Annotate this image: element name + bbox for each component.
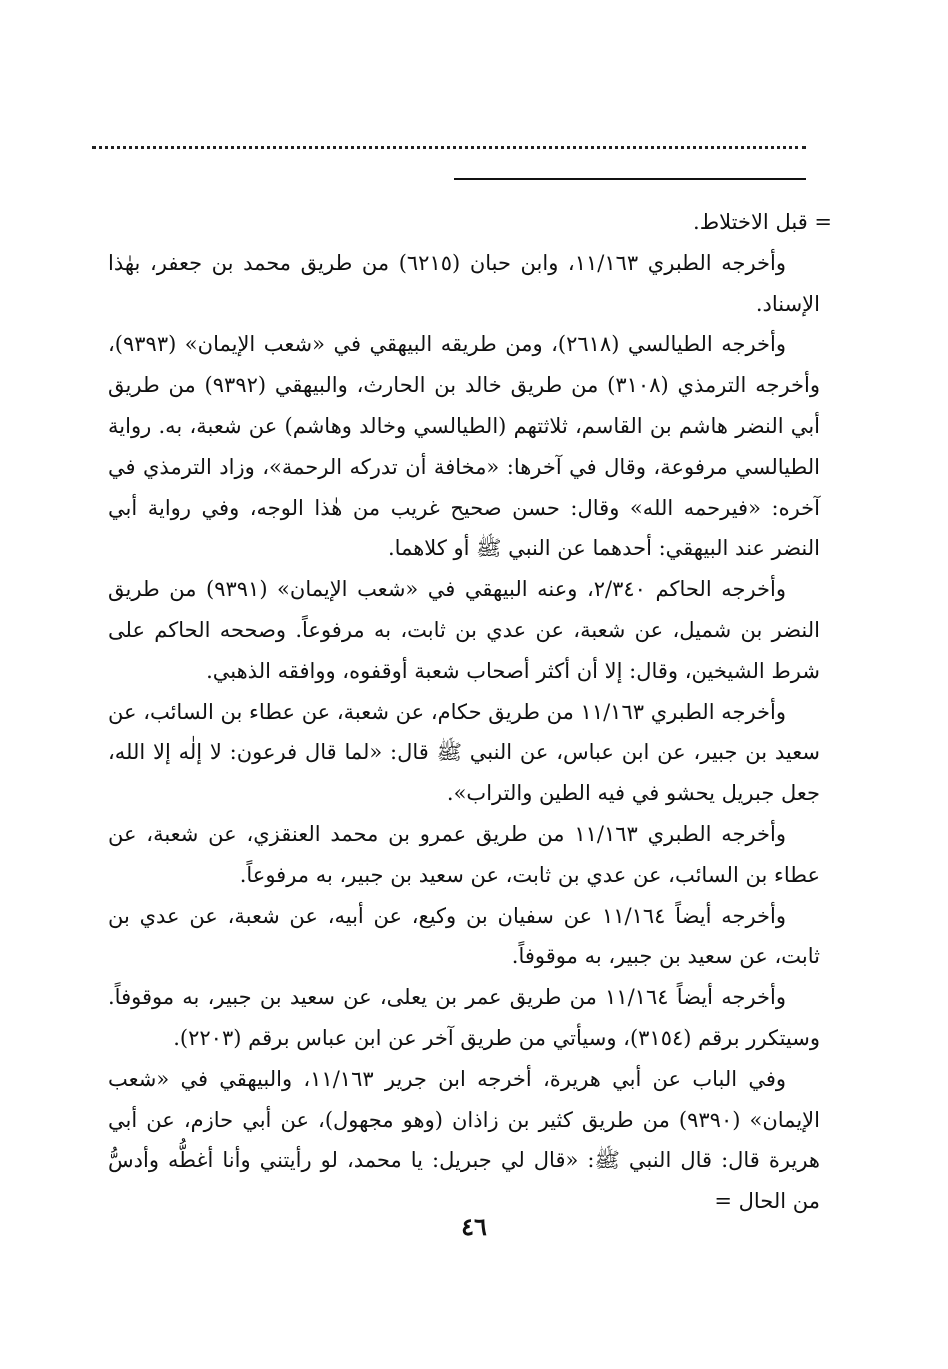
footnote-text xyxy=(108,202,832,1222)
paragraph: وأخرجه الحاكم ٢/٣٤٠، وعنه البيهقي في «شعب الإيمان» (٩٣٩١) من طريق النضر بن شميل، عن شعبة، عن عدي بن ثابت، به مرفوعاً. وصححه الحاكم على شرط الشيخين، وقال: إلا أن أكثر أصحاب شعبة أوقفوه، ووافقه الذهبي. xyxy=(108,577,820,683)
paragraph: وأخرجه الطيالسي (٢٦١٨)، ومن طريقه البيهقي في «شعب الإيمان» (٩٣٩٣)، وأخرجه الترمذي (٣١٠٨) من طريق خالد بن الحارث، والبيهقي (٩٣٩٢) من طريق أبي النضر هاشم بن القاسم، ثلاثتهم (الطيالسي وخالد وهاشم) عن شعبة، به. رواية الطيالسي مرفوعة، وقال في آخرها: «مخافة أن تدركه الرحمة»، وزاد الترمذي في آخره: «فيرحمه الله» وقال: حسن صحيح غريب من هٰذا الوجه، وفي رواية أبي النضر عند البيهقي: أحدهما عن النبي ﷺ أو كلاهما. xyxy=(108,332,821,561)
paragraph: وأخرجه أيضاً ١١/١٦٤ من طريق عمر بن يعلى، عن سعيد بن جبير، به موقوفاً. وسيتكرر برقم (٣١٥٤)، وسيأتي من طريق آخر عن ابن عباس برقم (٢٢٠٣). xyxy=(108,985,820,1050)
paragraph: وأخرجه الطبري ١١/١٦٣ من طريق عمرو بن محمد العنقزي، عن شعبة، عن عطاء بن السائب، عن عدي بن ثابت، عن سعيد بن جبير، به مرفوعاً. xyxy=(108,821,820,887)
paragraph: وأخرجه أيضاً ١١/١٦٤ عن سفيان بن وكيع، عن أبيه، عن شعبة، عن عدي بن ثابت، عن سعيد بن جبير، به موقوفاً. xyxy=(108,903,820,969)
footnote-dotted-separator xyxy=(92,146,806,149)
footnote-rule xyxy=(454,178,806,180)
paragraph: وفي الباب عن أبي هريرة، أخرجه ابن جرير ١١/١٦٣، والبيهقي في «شعب الإيمان» (٩٣٩٠) من طريق كثير بن زاذان (وهو مجهول)، عن أبي حازم، عن أبي هريرة قال: قال النبي ﷺ: «قال لي جبريل: يا محمد، لو رأيتني وأنا أغطُّه وأدسُّ من الحال = xyxy=(108,1066,820,1214)
paragraph: وأخرجه الطبري ١١/١٦٣، وابن حبان (٦٢١٥) من طريق محمد بن جعفر، بهٰذا الإسناد. xyxy=(108,250,820,316)
page-number: ٤٦ xyxy=(461,1212,487,1241)
paragraph: وأخرجه الطبري ١١/١٦٣ من طريق حكام، عن شعبة، عن عطاء بن السائب، عن سعيد بن جبير، عن ابن عباس، عن النبي ﷺ قال: «لما قال فرعون: لا إلٰه إلا الله، جعل جبريل يحشو في فيه الطين والتراب». xyxy=(108,699,820,806)
paragraph-continuation: = قبل الاختلاط. xyxy=(693,210,832,234)
